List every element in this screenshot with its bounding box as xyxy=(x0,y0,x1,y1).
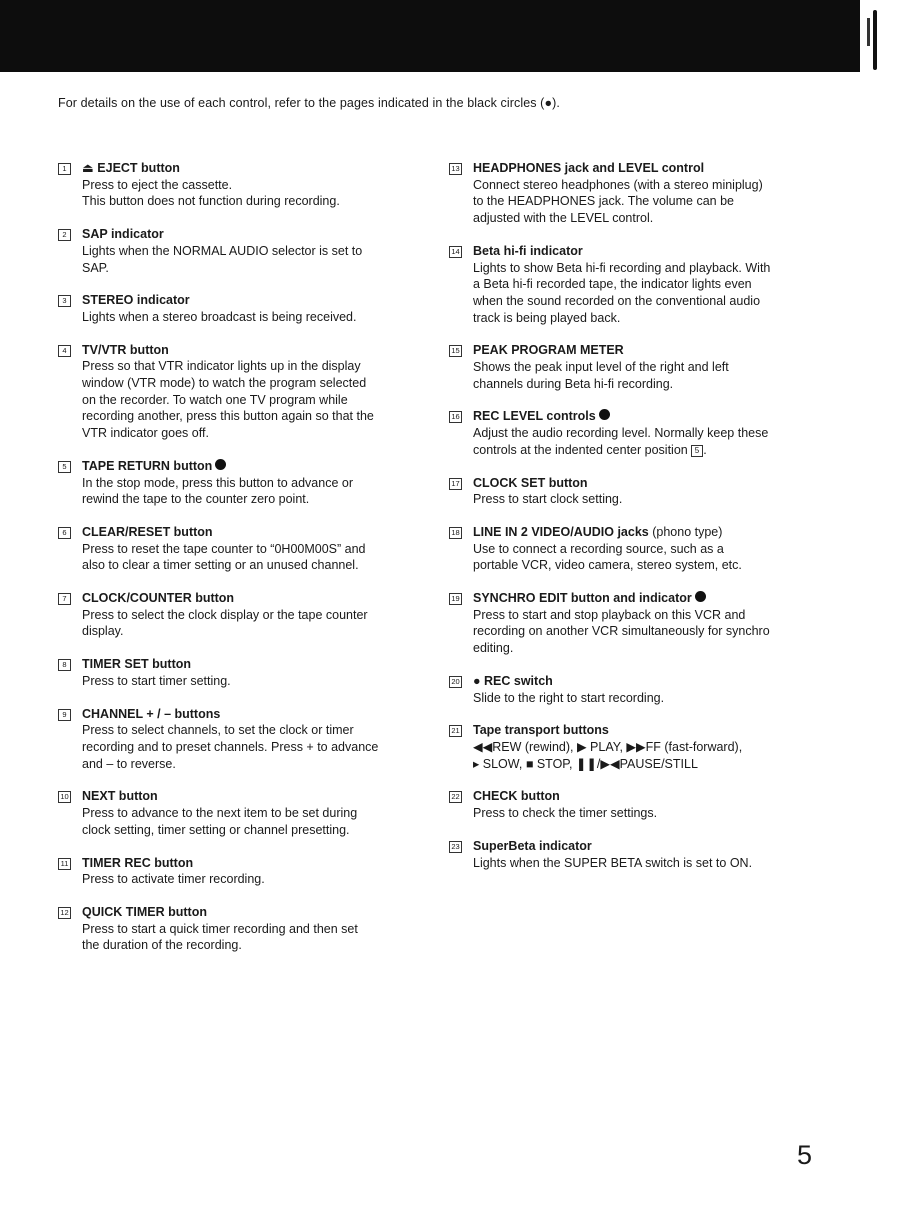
item-clear-reset xyxy=(58,524,428,574)
item-desc: Press to activate timer recording. xyxy=(82,872,265,887)
item-desc: Press so that VTR indicator lights up in the display window (VTR mode) to watch the program selected on the recorder. To watch one TV program while recording another, press this button again so that the VTR indicator goes off. xyxy=(82,359,374,441)
item-desc: Press to start and stop playback on this VCR and recording on another VCR simultaneously for synchro editing. xyxy=(473,607,770,656)
item-title: CLEAR/RESET button xyxy=(82,524,213,539)
item-rec-level: 16 REC LEVEL controls Adjust the audio recording level. Normally keep these controls at the indented center position 5 . xyxy=(449,408,819,458)
item-stereo xyxy=(58,292,428,325)
item-next xyxy=(58,788,428,838)
item-number: 12 xyxy=(58,907,71,919)
item-number: 4 xyxy=(58,345,71,357)
item-number: 13 xyxy=(449,163,462,175)
item-title: PEAK PROGRAM METER xyxy=(473,343,624,358)
item-title: HEADPHONES jack and LEVEL control xyxy=(473,161,705,175)
item-title: LINE IN 2 VIDEO/AUDIO jacks xyxy=(473,524,649,539)
item-tape-transport xyxy=(449,722,819,772)
item-number: 20 xyxy=(449,676,462,688)
item-number: 22 xyxy=(449,791,462,803)
item-tv-vtr xyxy=(58,342,428,442)
item-rec-switch xyxy=(449,673,819,706)
item-desc: In the stop mode, press this button to advance or rewind the tape to the counter zero point. xyxy=(82,475,353,507)
item-title: Beta hi-fi indicator xyxy=(473,243,583,258)
item-number: 7 xyxy=(58,593,71,605)
item-title: STEREO indicator xyxy=(82,293,190,308)
item-number: 16 xyxy=(449,411,462,423)
item-peak-meter xyxy=(449,342,819,392)
left-column xyxy=(58,160,428,954)
item-clock-counter xyxy=(58,590,428,640)
intro-text: For details on the use of each control, refer to the pages indicated in the black circles (●). xyxy=(58,96,560,110)
header-bar-edge-mark xyxy=(867,10,889,72)
item-desc: Connect stereo headphones (with a stereo miniplug) to the HEADPHONES jack. The volume can be adjusted with the LEVEL control. xyxy=(473,177,763,226)
item-title: CHANNEL + / – buttons xyxy=(82,706,221,721)
item-number: 11 xyxy=(58,858,71,870)
item-desc: Press to select channels, to set the clock or timer recording and to preset channels. Press + to advance and – to reverse. xyxy=(82,723,379,771)
item-desc: Press to advance to the next item to be set during clock setting, timer setting or channel presetting. xyxy=(82,806,358,837)
item-line-in xyxy=(449,524,819,574)
page-ref-circle-icon xyxy=(215,459,226,470)
item-tape-return xyxy=(58,458,428,508)
item-title: CLOCK/COUNTER button xyxy=(82,591,235,606)
item-title: ● REC switch xyxy=(473,673,553,688)
item-title: CLOCK SET button xyxy=(473,475,588,490)
item-desc: Lights when the SUPER BETA switch is set to ON. xyxy=(473,855,753,870)
item-desc: Press to check the timer settings. xyxy=(473,806,658,821)
item-desc: ◀◀REW (rewind), ▶ PLAY, ▶▶FF (fast-forward), ▸ SLOW, ■ STOP, ❚❚/▶◀PAUSE/STILL xyxy=(473,739,743,771)
item-eject xyxy=(58,160,428,210)
item-desc: Press to eject the cassette. This button does not function during recording. xyxy=(82,177,340,209)
item-quick-timer xyxy=(58,904,428,954)
item-desc: Lights when the NORMAL AUDIO selector is set to SAP. xyxy=(82,243,363,275)
item-title: ⏏ EJECT button xyxy=(82,161,180,175)
item-number: 10 xyxy=(58,791,71,803)
item-number: 6 xyxy=(58,527,71,539)
item-title: CHECK button xyxy=(473,789,560,804)
item-title: REC LEVEL controls xyxy=(473,409,596,424)
inline-ref-box: 5 xyxy=(691,445,703,457)
item-desc: Press to reset the tape counter to “0H00M00S” and also to clear a timer setting or an unused channel. xyxy=(82,541,366,573)
item-number: 17 xyxy=(449,478,462,490)
item-number: 3 xyxy=(58,295,71,307)
item-desc: Slide to the right to start recording. xyxy=(473,690,665,705)
item-sap xyxy=(58,226,428,276)
page-number: 5 xyxy=(797,1140,813,1170)
item-title: NEXT button xyxy=(82,789,158,804)
item-clock-set xyxy=(449,475,819,508)
page-ref-circle-icon xyxy=(695,591,706,602)
item-superbeta xyxy=(449,838,819,871)
item-desc: Shows the peak input level of the right and left channels during Beta hi-fi recording. xyxy=(473,360,729,391)
item-channel xyxy=(58,706,428,773)
item-number: 23 xyxy=(449,841,462,853)
item-timer-rec xyxy=(58,855,428,888)
item-desc: Press to select the clock display or the tape counter display. xyxy=(82,607,368,639)
item-desc: Press to start a quick timer recording and then set the duration of the recording. xyxy=(82,921,358,953)
item-title: Tape transport buttons xyxy=(473,723,609,738)
item-title: QUICK TIMER button xyxy=(82,904,207,919)
item-number: 21 xyxy=(449,725,462,737)
item-title-suffix: (phono type) xyxy=(648,524,723,539)
item-title: TIMER SET button xyxy=(82,657,192,672)
item-title: TV/VTR button xyxy=(82,342,169,357)
item-number: 1 xyxy=(58,163,71,175)
item-title: TAPE RETURN button xyxy=(82,458,213,473)
item-synchro-edit xyxy=(449,590,819,657)
item-number: 19 xyxy=(449,593,462,605)
item-title: SYNCHRO EDIT button and indicator xyxy=(473,591,692,606)
item-number: 14 xyxy=(449,246,462,258)
item-number: 2 xyxy=(58,229,71,241)
right-column xyxy=(449,160,819,871)
item-desc: Adjust the audio recording level. Normally keep these controls at the indented center position xyxy=(473,426,769,457)
item-desc: Lights when a stereo broadcast is being received. xyxy=(82,309,357,324)
item-desc: Use to connect a recording source, such as a portable VCR, video camera, stereo system, etc. xyxy=(473,541,742,573)
item-timer-set xyxy=(58,656,428,689)
item-desc: Lights to show Beta hi-fi recording and playback. With a Beta hi-fi recorded tape, the indicator lights even when the sound recorded on the conventional audio track is being played back. xyxy=(473,260,771,325)
item-title: SAP indicator xyxy=(82,227,164,242)
item-title: TIMER REC button xyxy=(82,855,194,870)
item-beta-hifi xyxy=(449,243,819,327)
item-number: 5 xyxy=(58,461,71,473)
item-number: 8 xyxy=(58,659,71,671)
item-check xyxy=(449,788,819,821)
item-title: SuperBeta indicator xyxy=(473,838,592,853)
item-headphones xyxy=(449,160,819,227)
item-number: 15 xyxy=(449,345,462,357)
header-black-bar xyxy=(0,0,860,72)
item-number: 9 xyxy=(58,709,71,721)
item-number: 18 xyxy=(449,527,462,539)
item-desc: Press to start clock setting. xyxy=(473,492,623,507)
item-desc: Press to start timer setting. xyxy=(82,673,231,688)
page-ref-circle-icon xyxy=(599,409,610,420)
